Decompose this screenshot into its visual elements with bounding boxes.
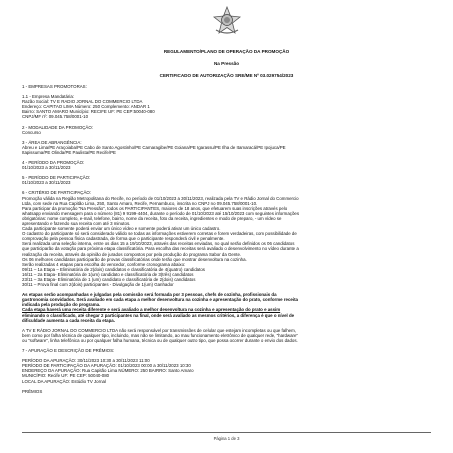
text-line: 09/11 – 1a Etapa – Eliminatória de 2(dois) candidatos e classificatória de 4(quatro) candidatos <box>22 266 205 272</box>
text-line: 01/10/2023 a 30/11/2023 <box>22 180 71 186</box>
document-title: REGULAMENTO/PLANO DE OPERAÇÃO DA PROMOÇÃO <box>163 49 290 54</box>
text-line: Concurso <box>22 129 41 135</box>
text-line: Ltda, com sede na Rua Capitão Lima, 250, Santo Amaro, Recife, Pernambuco, inscrita no CNPJ no 09.045.758/0001-10. <box>22 200 258 206</box>
section-title: 6 - CRITÉRIO DE PARTICIPAÇÃO: <box>22 190 92 196</box>
document-body <box>22 84 432 394</box>
text-line: 16/11 – 2a Etapa- Eliminatória de 1(um) candidato e classificatória de 3(três) candidatos <box>22 271 194 277</box>
footer-divider <box>22 432 431 433</box>
text-line: whatsapp enviando mensagem para o número (81) 9 9199-4404, durante o período de 01/10/2023 até 15/10/2023 com seguintes informações <box>22 210 300 216</box>
text-line: CNPJ/MF nº: 09.045.758/0001-10 <box>22 114 89 120</box>
text-line: Razão Social: TV E RADIO JORNAL DO COMMERCIO LTDA <box>22 99 143 105</box>
bold-text-line: dificuldade aumenta a cada receita da etapa. <box>22 317 115 323</box>
certificate-number: CERTIFICADO DE AUTORIZAÇÃO SRE/ME Nº 03.029754/2023 <box>159 73 294 78</box>
promotion-name: Na Pressão <box>213 61 240 66</box>
text-line: MUNICÍPIO: Recife UF: PE CEP: 50040-080 <box>22 373 110 379</box>
text-line: ou "software", linha telefônica ou por qualquer falha humana, técnica ou de qualquer outro tipo, que possa ocorrer durante o envio dos dados. <box>22 337 298 343</box>
text-line: Endereço: CAPITAO LIMA Número: 250 Complemento: ANDAR 1 <box>22 104 150 110</box>
text-line: Abreu e Lima/PE Araçoiaba/PE Cabo de Santo Agostinho/PE Camaragibe/PE Goiana/PE Igarassu/PE Ilha de Itamaracá/PE Ipojuca/PE <box>22 144 286 150</box>
text-line: obrigatórias: nome completo, e-mail, telefone, bairro, nome da receita, foto da receita, ingredientes e modo de preparo, - um vídeo se <box>22 215 282 221</box>
text-line: 01/10/2023 a 30/11/2023 <box>22 165 71 171</box>
text-line: Para participar da promoção "Na Pressão", todos os PARTICIPANTES, maiores de 18 anos, que efetuarem suas inscrições através pelo <box>22 205 288 211</box>
text-line: PERÍODO DA APURAÇÃO: 30/11/2023 10:30 a 30/11/2023 11:00 <box>22 358 150 364</box>
text-line: Será realizada uma seleção interna, entre os dias 15 a 19/10/2023, através das receitas enviadas, no qual serão definidos os 06 candidatos <box>22 241 295 247</box>
text-line: Os 06 melhores candidatos participarão de provas classificatórias onde terão que mostrar desenvoltura na cozinha. <box>22 256 247 262</box>
page-number: Página 1 de 3 <box>213 436 240 441</box>
section-title: 4 - PERÍODO DA PROMOÇÃO: <box>22 160 85 166</box>
text-line: O cadastro do participante só será considerado válido se todas as informações estiverem corretas e forem verdadeiras, com possibilidade de <box>22 231 297 237</box>
text-line: apresentando e fazendo sua receita com até 3 minutos. <box>22 220 131 226</box>
text-line: Itapissuma/PE Olinda/PE Paulista/PE Recife/PE <box>22 149 116 155</box>
text-line: Promoção válida na Região Metropolitana do Recife, no período de 01/10/2023 a 30/11/2023, realizada pela TV e Rádio Jornal do Commercio <box>22 195 299 201</box>
text-line: 1.1 - Empresa Mandatária: <box>22 94 74 100</box>
text-line: 30/11 – Prova final com 2(dois) participantes - Divulgação de 1(um) Ganhador <box>22 282 174 288</box>
text-line: realização da receita, através da opinião de jurados compostos por pela produção do programa Sabor da Gente. <box>22 251 242 257</box>
bold-text-line: gastronomia convidados. Será avaliado em cada etapa a melhor desenvoltura na cozinha e apresentação do prato, conforme receita <box>22 297 298 303</box>
section-title: PRÊMIOS <box>22 388 43 394</box>
section-title: 2 - MODALIDADE DA PROMOÇÃO: <box>22 124 93 130</box>
text-line: A TV E RÁDIO JORNAL DO COMMERCIO LTDA não será responsável por transmissões de celular que estejam incompletas ou que falhem, <box>22 327 296 333</box>
section-title: 5 - PERÍODO DE PARTICIPAÇÃO: <box>22 175 91 181</box>
bold-text-line: indicada pela produção do programa. <box>22 302 101 308</box>
bold-text-line: eliminando o classificado, até chegar 2 participantes na final, onde será avaliado as mesmos critérios, a diferença é que o nível de <box>22 312 295 318</box>
text-line: LOCAL DA APURAÇÃO: Estúdio TV Jornal <box>22 378 106 384</box>
brazil-coat-of-arms-icon <box>212 6 242 36</box>
text-line: bem como por falha técnica de qualquer tipo, incluindo, mas não se limitando, ao mau funcionamento eletrônico de qualquer rede, "hardware" <box>22 332 298 338</box>
text-line: Cada participante somente poderá enviar um único vídeo e somente poderá ativar um único cadastro. <box>22 226 221 232</box>
text-line: Bairro: SANTO AMARO Município: RECIFE UF: PE CEP:50040-080 <box>22 109 155 115</box>
section-title: 3 - ÁREA DE ABRANGÊNCIA: <box>22 139 82 145</box>
bold-text-line: As etapas serão acompanhadas e julgadas pela comissão será formada por 3 pessoas, chefs de cozinha, profissionais da <box>22 292 277 298</box>
text-line: ENDEREÇO DA APURAÇÃO: Rua Capitão Lima NÚMERO: 250 BAIRRO: Santo Amaro <box>22 368 194 374</box>
text-line: PERÍODO DE PARTICIPAÇÃO DA APURAÇÃO: 01/10/2023 00:00 a 30/11/2023 10:30 <box>22 363 191 369</box>
text-line: Serão realizadas 4 etapas para escolha do vencedor, conforme cronograma abaixo: <box>22 261 186 267</box>
text-line: 23/11 – 3a Etapa- Eliminatória de 1 (um) candidato e classificatória de 2(dois) candidatos <box>22 277 196 282</box>
section-title: 7 - APURAÇÃO E DESCRIÇÃO DE PRÊMIOS: <box>22 348 115 354</box>
text-line: que participarão da votação para próxima etapa classificatória. Para escolha das receitas será avaliado o desenvolvimento no vídeo durante a <box>22 246 299 252</box>
section-title: 1 - EMPRESAS PROMOTORAS: <box>22 84 87 89</box>
bold-text-line: Cada etapa haverá uma receita diferente e será avaliado a melhor desenvoltura na cozinha e apresentação do prato e assim <box>22 307 281 313</box>
text-line: comprovação pela pessoa física cadastrada, de forma que o participante responderá civil e penalmente. <box>22 236 225 242</box>
